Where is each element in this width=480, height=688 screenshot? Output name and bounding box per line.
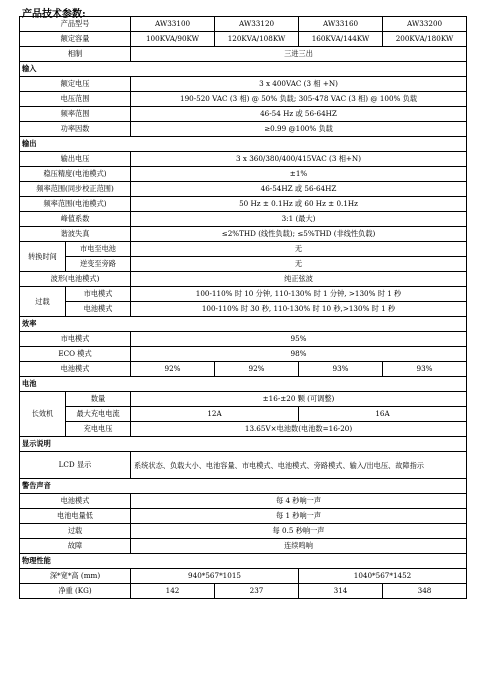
row-label: 稳压精度(电池模式) (20, 167, 131, 182)
row-label: 电压范围 (20, 92, 131, 107)
table-row (20, 32, 467, 47)
row-value: 46-54HZ 或 56-64HZ (131, 182, 467, 197)
row-label: 故障 (20, 539, 131, 554)
row-label: 额定电压 (20, 77, 131, 92)
row-value: 46-54 Hz 或 56-64HZ (131, 107, 467, 122)
table-row (20, 122, 467, 137)
weight-cell: 142 (131, 584, 215, 599)
row-value: 100-110% 时 10 分钟, 110-130% 时 1 分钟, >130% 时 1 秒 (131, 287, 467, 302)
row-value: ≤2%THD (线性负载); ≤5%THD (非线性负载) (131, 227, 467, 242)
table-row (20, 167, 467, 182)
row-label: 电池模式 (20, 362, 131, 377)
row-value: 98% (131, 347, 467, 362)
table-row (20, 77, 467, 92)
row-value: 三进三出 (131, 47, 467, 62)
table-row (20, 47, 467, 62)
table-row (20, 539, 467, 554)
capacity-cell: 120KVA/108KW (215, 32, 299, 47)
capacity-cell: 160KVA/144KW (299, 32, 383, 47)
table-row (20, 422, 467, 437)
model-label: 产品型号 (20, 17, 131, 32)
table-row (20, 569, 467, 584)
row-value: 3 x 360/380/400/415VAC (3 相+N) (131, 152, 467, 167)
row-label: 功率因数 (20, 122, 131, 137)
row-value: 每 0.5 秒响一声 (131, 524, 467, 539)
spec-table (19, 16, 467, 599)
row-label: 谐波失真 (20, 227, 131, 242)
row-value: 3 x 400VAC (3 相 +N) (131, 77, 467, 92)
group-label: 过载 (20, 287, 66, 317)
table-row (20, 452, 467, 479)
row-value: 940*567*1015 (131, 569, 299, 584)
section-heading-display: 显示说明 (20, 437, 467, 452)
row-label: 净重 (KG) (20, 584, 131, 599)
section-row (20, 317, 467, 332)
capacity-cell: 100KVA/90KW (131, 32, 215, 47)
section-heading-output: 输出 (20, 137, 467, 152)
row-value: 纯正弦波 (131, 272, 467, 287)
efficiency-cell: 93% (383, 362, 467, 377)
weight-cell: 237 (215, 584, 299, 599)
table-row (20, 494, 467, 509)
row-label: 电池电量低 (20, 509, 131, 524)
table-row (20, 272, 467, 287)
section-row (20, 479, 467, 494)
table-row (20, 524, 467, 539)
row-label: 额定容量 (20, 32, 131, 47)
model-cell: AW33100 (131, 17, 215, 32)
table-row (20, 347, 467, 362)
row-value: 95% (131, 332, 467, 347)
model-cell: AW33200 (383, 17, 467, 32)
table-row (20, 509, 467, 524)
row-label: 输出电压 (20, 152, 131, 167)
table-row (20, 332, 467, 347)
group-label: 转换时间 (20, 242, 66, 272)
weight-cell: 314 (299, 584, 383, 599)
model-cell: AW33120 (215, 17, 299, 32)
efficiency-cell: 92% (131, 362, 215, 377)
page-title: 产品技术参数: (22, 9, 86, 20)
group-label: 长效机 (20, 392, 66, 437)
section-row (20, 377, 467, 392)
row-label: 深*宽*高 (mm) (20, 569, 131, 584)
table-row (20, 197, 467, 212)
row-value: 系统状态、负载大小、电池容量、市电模式、电池模式、旁路模式、输入/出电压、故障指示 (131, 452, 467, 479)
row-value: 每 1 秒响一声 (131, 509, 467, 524)
section-row (20, 554, 467, 569)
section-heading-efficiency: 效率 (20, 317, 467, 332)
table-row (20, 257, 467, 272)
row-label: 峰值系数 (20, 212, 131, 227)
row-label: 电池模式 (66, 302, 131, 317)
row-value: 1040*567*1452 (299, 569, 467, 584)
row-label: 频率范围 (20, 107, 131, 122)
row-label: 市电至电池 (66, 242, 131, 257)
row-value: ±1% (131, 167, 467, 182)
table-row (20, 392, 467, 407)
row-value: ≥0.99 @100% 负载 (131, 122, 467, 137)
section-row (20, 437, 467, 452)
row-label: 最大充电电流 (66, 407, 131, 422)
row-label: ECO 模式 (20, 347, 131, 362)
section-heading-alarm: 警告声音 (20, 479, 467, 494)
table-row (20, 242, 467, 257)
row-value: 无 (131, 242, 467, 257)
section-heading-battery: 电池 (20, 377, 467, 392)
row-value: 每 4 秒响一声 (131, 494, 467, 509)
row-value: 16A (299, 407, 467, 422)
row-label: 市电模式 (20, 332, 131, 347)
table-row (20, 584, 467, 599)
table-row (20, 182, 467, 197)
row-value: 12A (131, 407, 299, 422)
section-heading-physical: 物理性能 (20, 554, 467, 569)
row-label: 波形(电池模式) (20, 272, 131, 287)
section-row (20, 62, 467, 77)
table-row (20, 302, 467, 317)
row-label: 相制 (20, 47, 131, 62)
row-label: 电池模式 (20, 494, 131, 509)
model-cell: AW33160 (299, 17, 383, 32)
row-label: 逆变至旁路 (66, 257, 131, 272)
table-row (20, 362, 467, 377)
row-value: 无 (131, 257, 467, 272)
weight-cell: 348 (383, 584, 467, 599)
table-row (20, 227, 467, 242)
row-value: 50 Hz ± 0.1Hz 或 60 Hz ± 0.1Hz (131, 197, 467, 212)
table-row (20, 407, 467, 422)
row-label: 市电模式 (66, 287, 131, 302)
table-row (20, 212, 467, 227)
row-value: 190-520 VAC (3 相) @ 50% 负载; 305-478 VAC (3 相) @ 100% 负载 (131, 92, 467, 107)
efficiency-cell: 92% (215, 362, 299, 377)
section-row (20, 137, 467, 152)
table-row (20, 107, 467, 122)
row-label: 频率范围(同步校正范围) (20, 182, 131, 197)
efficiency-cell: 93% (299, 362, 383, 377)
row-label: 数量 (66, 392, 131, 407)
table-row (20, 17, 467, 32)
table-row (20, 152, 467, 167)
row-label: 频率范围(电池模式) (20, 197, 131, 212)
row-value: 3:1 (最大) (131, 212, 467, 227)
capacity-cell: 200KVA/180KW (383, 32, 467, 47)
row-label: 充电电压 (66, 422, 131, 437)
row-label: 过载 (20, 524, 131, 539)
row-value: 连续鸣响 (131, 539, 467, 554)
row-value: 13.65V×电池数(电池数=16-20) (131, 422, 467, 437)
row-value: 100-110% 时 30 秒, 110-130% 时 10 秒,>130% 时 1 秒 (131, 302, 467, 317)
section-heading-input: 输入 (20, 62, 467, 77)
row-label: LCD 显示 (20, 452, 131, 479)
table-row (20, 287, 467, 302)
row-value: ±16-±20 颗 (可调整) (131, 392, 467, 407)
table-row (20, 92, 467, 107)
